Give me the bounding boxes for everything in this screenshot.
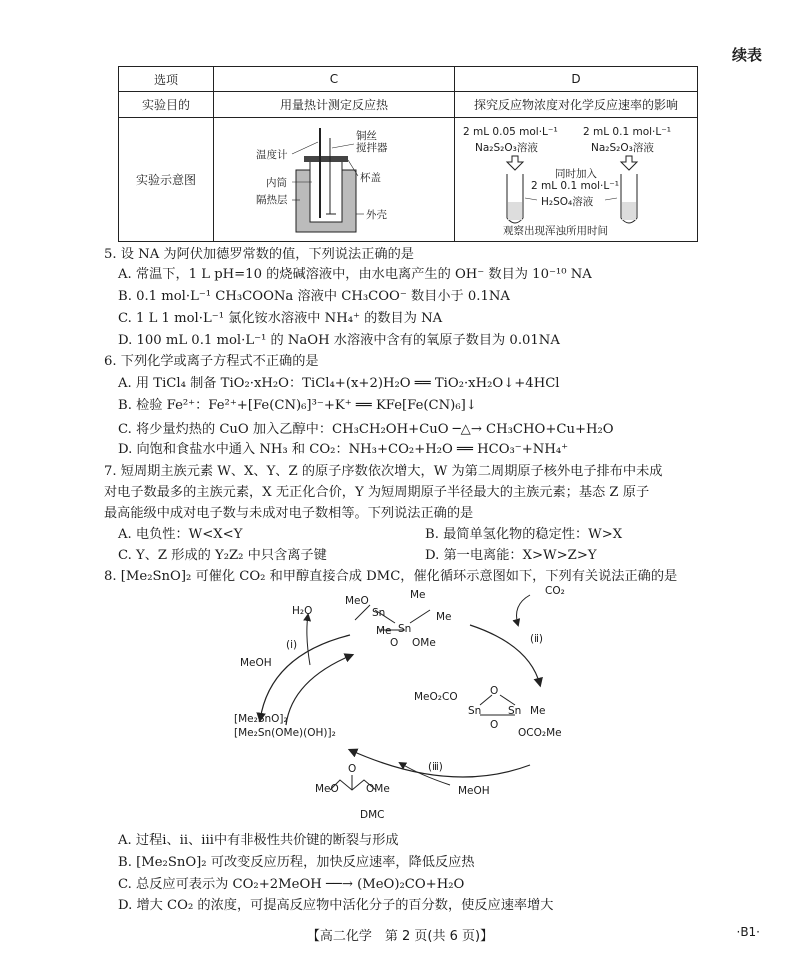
lid-label: 杯盖 <box>360 172 381 184</box>
q7-stem-line2: 对电子数最多的主族元素，X 无正化合价，Y 为短周期原子半径最大的主族元素；基态 Z 原子 <box>104 485 650 500</box>
q5-option-a: A. 常温下，1 L pH=10 的烧碱溶液中，由水电离产生的 OH⁻ 数目为 10⁻¹⁰ NA <box>118 267 592 282</box>
co2-label: CO₂ <box>545 585 565 597</box>
observe-label: 观察出现浑浊所用时间 <box>503 225 608 237</box>
sn-dimer-sn2: Sn <box>398 623 412 635</box>
page-footer: 【高二化学 第 2 页(共 6 页)】 <box>306 929 494 944</box>
insulation-label: 隔热层 <box>256 194 288 206</box>
dmc-ome: OMe <box>366 783 390 795</box>
table-cell-d-purpose: 探究反应物浓度对化学反应速率的影响 <box>455 92 698 118</box>
q8-option-b: B. [Me₂SnO]₂ 可改变反应历程，加快反应速率，降低反应热 <box>118 855 475 870</box>
right-tube-conc-label: 2 mL 0.1 mol·L⁻¹ <box>583 126 671 138</box>
q7-stem-line3: 最高能级中成对电子数与未成对电子数相等。下列说法正确的是 <box>104 506 474 521</box>
q6-option-a: A. 用 TiCl₄ 制备 TiO₂·xH₂O：TiCl₄+(x+2)H₂O ══ TiO₂·xH₂O↓+4HCl <box>118 376 560 391</box>
right-tube-solution-label: Na₂S₂O₃溶液 <box>591 142 654 154</box>
q8-option-c: C. 总反应可表示为 CO₂+2MeOH ──→ (MeO)₂CO+H₂O <box>118 877 465 892</box>
sn-dimer-me2: Me <box>436 611 452 623</box>
left-tube-solution-label: Na₂S₂O₃溶液 <box>475 142 538 154</box>
step-i-label: (ⅰ) <box>286 639 298 651</box>
methanol-label-2: MeOH <box>458 785 490 797</box>
sn-dimer-sn1: Sn <box>372 607 386 619</box>
q7-option-c: C. Y、Z 形成的 Y₂Z₂ 中只含离子键 <box>118 548 327 563</box>
q5-stem: 5. 设 NA 为阿伏加德罗常数的值，下列说法正确的是 <box>104 247 414 262</box>
q8-stem: 8. [Me₂SnO]₂ 可催化 CO₂ 和甲醇直接合成 DMC，催化循环示意图如下，下列有关说法正确的是 <box>104 569 678 584</box>
add-simultaneously-label: 同时加入 <box>555 168 597 180</box>
q6-stem: 6. 下列化学或离子方程式不正确的是 <box>104 354 319 369</box>
q7-option-a: A. 电负性：W<X<Y <box>118 527 243 542</box>
sn-dimer-me3: Me <box>376 625 392 637</box>
dmc-label: DMC <box>360 809 385 821</box>
calorimeter-drawing <box>214 118 454 242</box>
calorimeter-diagram <box>214 118 455 242</box>
stirrer-label: 搅拌器 <box>356 142 388 154</box>
q8-option-d: D. 增大 CO₂ 的浓度，可提高反应物中活化分子的百分数，使反应速率增大 <box>118 898 554 913</box>
dmc-o: O <box>348 763 357 775</box>
q6-option-b: B. 检验 Fe²⁺：Fe²⁺+[Fe(CN)₆]³⁻+K⁺ ══ KFe[Fe(CN)₆]↓ <box>118 398 477 413</box>
thermometer-label: 温度计 <box>256 149 288 161</box>
inner-cup-label: 内筒 <box>266 177 287 189</box>
q6-option-c: C. 将少量灼热的 CuO 加入乙醇中：CH₃CH₂OH+CuO ─△→ CH₃CHO+Cu+H₂O <box>118 422 614 437</box>
copper-wire-label: 铜丝 <box>356 130 377 142</box>
dmc-meo: MeO <box>315 783 339 795</box>
continued-label: 续表 <box>731 46 762 64</box>
q7-stem-line1: 7. 短周期主族元素 W、X、Y、Z 的原子序数依次增大，W 为第二周期原子核外电子排布中未成 <box>104 464 663 479</box>
carbonate-meo2co: MeO₂CO <box>414 691 458 703</box>
water-label: H₂O <box>292 605 313 617</box>
carbonate-me: Me <box>530 705 546 717</box>
carbonate-o2: O <box>490 719 499 731</box>
left-tube-conc-label: 2 mL 0.05 mol·L⁻¹ <box>463 126 558 138</box>
step-iii-label: (ⅲ) <box>428 761 443 773</box>
carbonate-oco2me: OCO₂Me <box>518 727 562 739</box>
carbonate-sn2: Sn <box>508 705 522 717</box>
catalyst-intermediate-label: [Me₂Sn(OMe)(OH)]₂ <box>234 727 336 739</box>
table-header-c: C <box>214 67 455 92</box>
q5-option-d: D. 100 mL 0.1 mol·L⁻¹ 的 NaOH 水溶液中含有的氧原子数目为 0.01NA <box>118 333 560 348</box>
catalyst-dimer-label: [Me₂SnO]₂ <box>234 713 288 725</box>
experiment-table <box>118 66 698 242</box>
table-row-diagram-label: 实验示意图 <box>119 118 214 242</box>
carbonate-o1: O <box>490 685 499 697</box>
q8-option-a: A. 过程ⅰ、ⅱ、ⅲ中有非极性共价键的断裂与形成 <box>118 833 399 848</box>
sn-dimer-o: O <box>390 637 399 649</box>
acid-solution-label: H₂SO₄溶液 <box>541 196 594 208</box>
sn-dimer-me1: Me <box>410 589 426 601</box>
q5-option-c: C. 1 L 1 mol·L⁻¹ 氯化铵水溶液中 NH₄⁺ 的数目为 NA <box>118 311 443 326</box>
q6-option-d: D. 向饱和食盐水中通入 NH₃ 和 CO₂：NH₃+CO₂+H₂O ══ HCO₃⁻+NH₄⁺ <box>118 442 569 457</box>
methanol-label-1: MeOH <box>240 657 272 669</box>
shell-label: 外壳 <box>366 209 387 221</box>
cycle-arrows <box>200 585 620 830</box>
step-ii-label: (ⅱ) <box>530 633 543 645</box>
table-row-purpose-label: 实验目的 <box>119 92 214 118</box>
catalytic-cycle-diagram <box>200 585 620 830</box>
table-header-option: 选项 <box>119 67 214 92</box>
carbonate-sn1: Sn <box>468 705 482 717</box>
rate-experiment-diagram <box>455 118 698 242</box>
table-cell-c-purpose: 用量热计测定反应热 <box>214 92 455 118</box>
paper-code: ·B1· <box>736 925 760 939</box>
acid-conc-label: 2 mL 0.1 mol·L⁻¹ <box>531 180 619 192</box>
q7-option-b: B. 最简单氢化物的稳定性：W>X <box>425 527 623 542</box>
sn-dimer-ome: OMe <box>412 637 436 649</box>
q5-option-b: B. 0.1 mol·L⁻¹ CH₃COONa 溶液中 CH₃COO⁻ 数目小于 0.1NA <box>118 289 510 304</box>
q7-option-d: D. 第一电离能：X>W>Z>Y <box>425 548 597 563</box>
table-header-d: D <box>455 67 698 92</box>
sn-dimer-meo: MeO <box>345 595 369 607</box>
